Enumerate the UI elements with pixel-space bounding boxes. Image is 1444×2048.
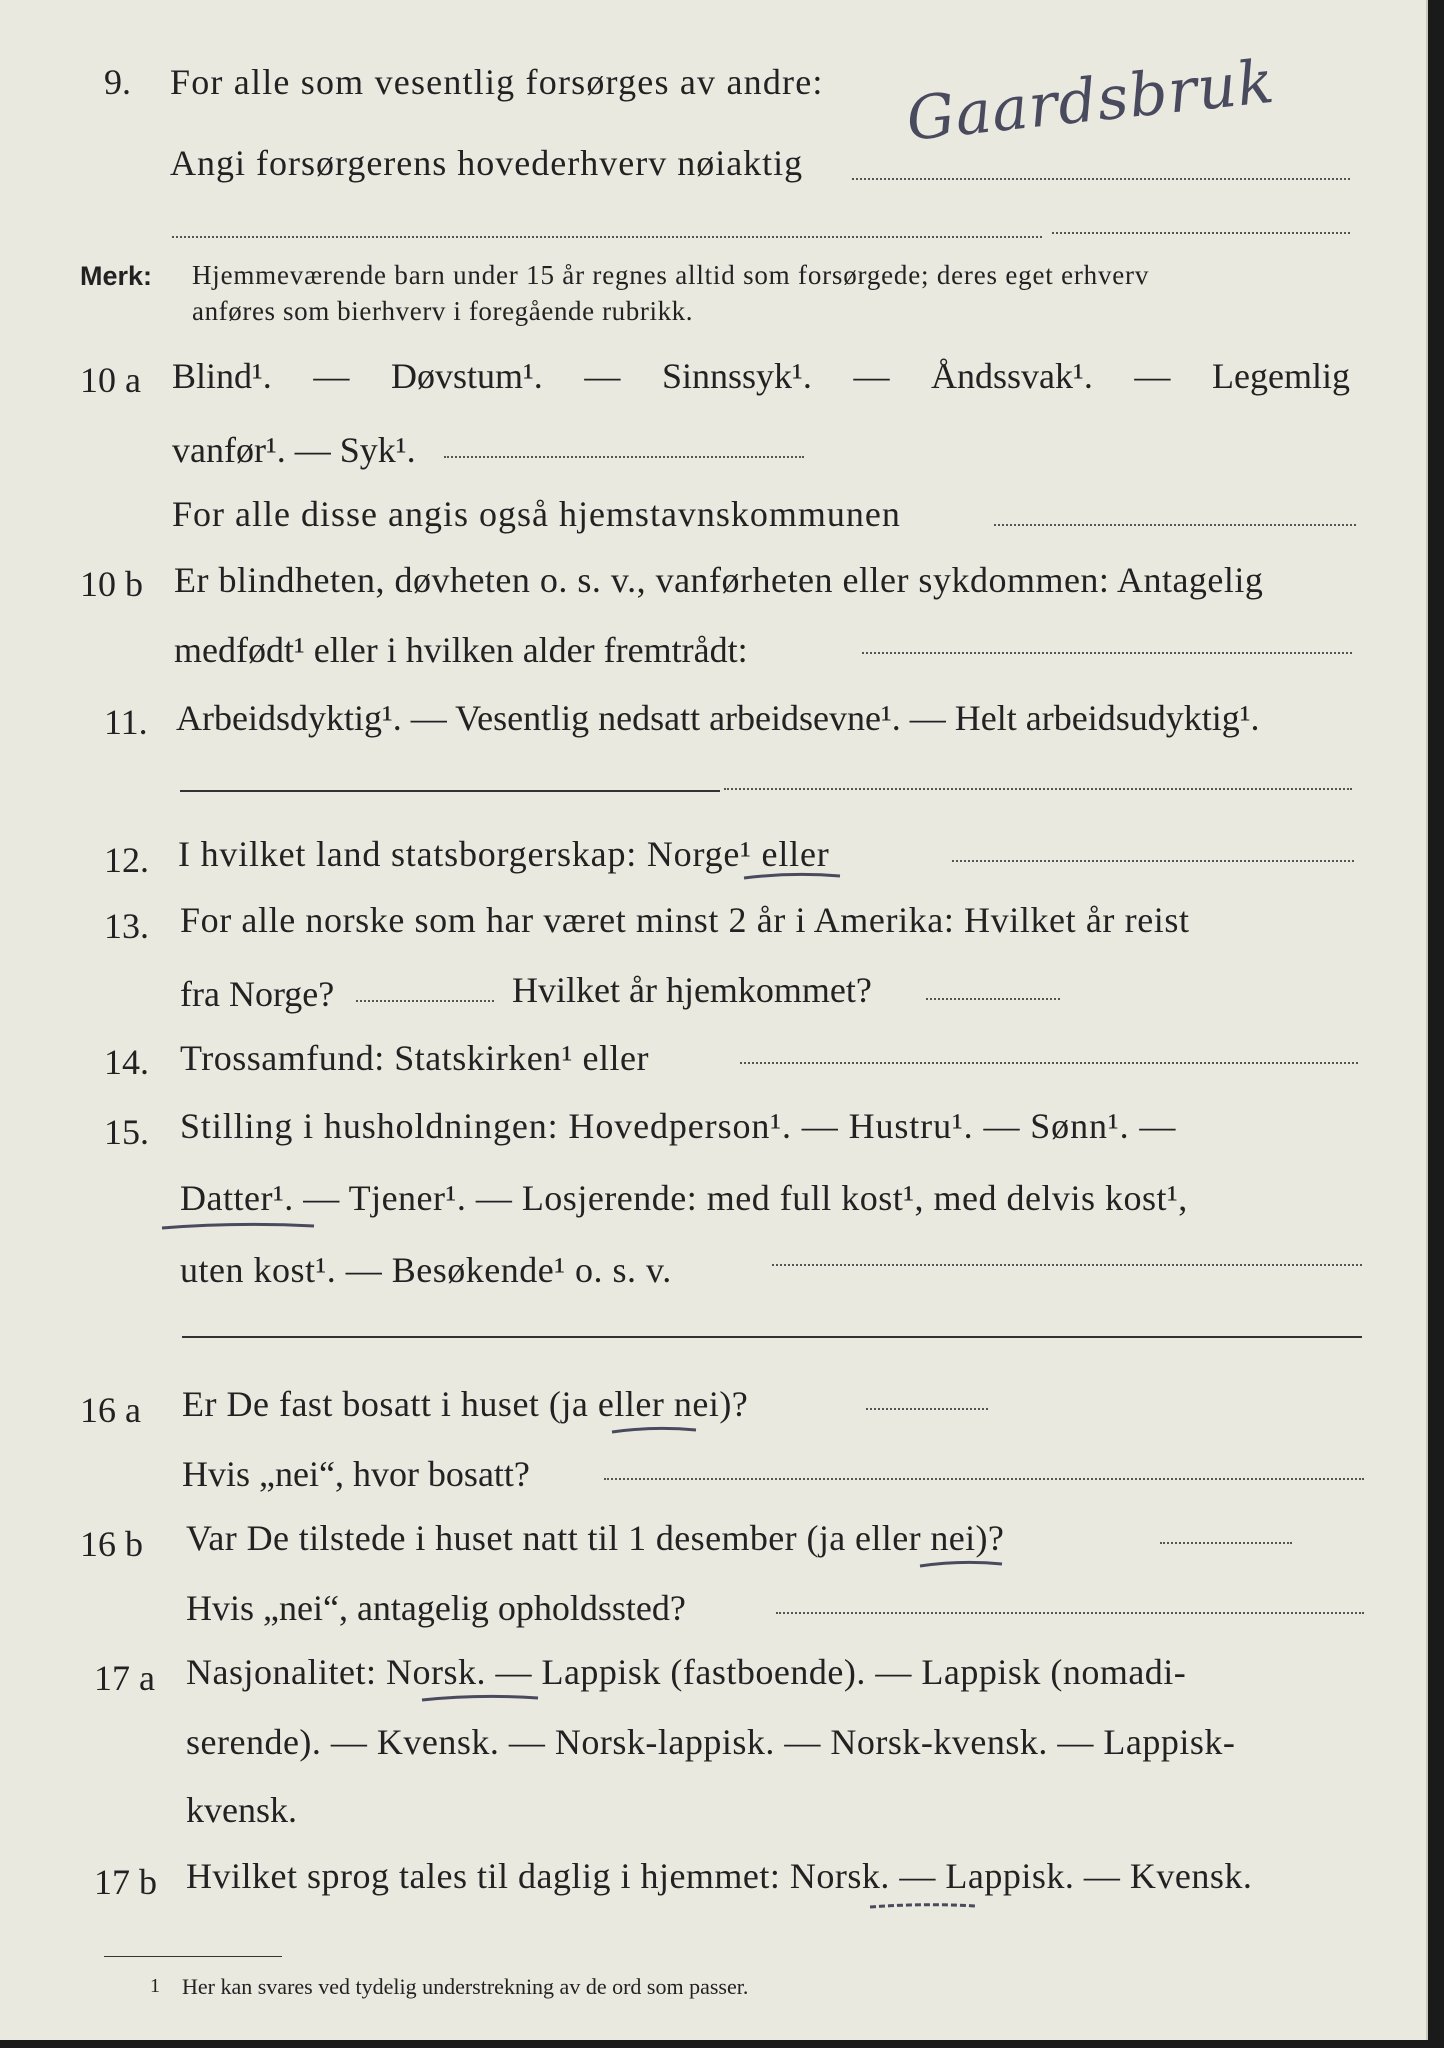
norsk-underline-17a: [420, 1694, 540, 1702]
q10a-item: —: [1134, 356, 1171, 396]
q12-number: 12.: [104, 840, 149, 880]
q16a-line2: Hvis „nei“, hvor bosatt?: [182, 1454, 530, 1494]
footnote-mark: 1: [150, 1975, 160, 1997]
q14-line1: Trossamfund: Statskirken¹ eller: [180, 1038, 649, 1078]
q11-rule-left: [180, 790, 720, 792]
q15-rule: [182, 1336, 1362, 1338]
q14-answer-line: [740, 1062, 1358, 1064]
q10a-item: —: [584, 356, 621, 396]
q16a-bosatt-line: [604, 1478, 1364, 1480]
q10a-item: —: [313, 356, 350, 396]
q12-answer-line: [952, 860, 1354, 862]
q16b-line2: Hvis „nei“, antagelig opholdssted?: [186, 1588, 686, 1628]
q10a-item: Blind¹.: [172, 356, 272, 396]
q10a-hjemstavn-line: [994, 524, 1356, 526]
q10a-line2: vanfør¹. — Syk¹.: [172, 430, 416, 470]
q16a-answer-line: [866, 1408, 988, 1410]
q10a-line3: For alle disse angis også hjemstavnskommunen: [172, 494, 901, 534]
norsk-underline-17b: [868, 1902, 978, 1910]
merk-line1: Hjemmeværende barn under 15 år regnes alltid som forsørgede; deres eget erhverv: [192, 260, 1150, 290]
q17a-number: 17 a: [94, 1658, 155, 1698]
q15-answer-line: [772, 1264, 1362, 1266]
q9-number: 9.: [104, 62, 131, 102]
q17b-line1: Hvilket sprog tales til daglig i hjemmet: Norsk. — Lappisk. — Kvensk.: [186, 1856, 1253, 1896]
q15-line2: Datter¹. — Tjener¹. — Losjerende: med full kost¹, med delvis kost¹,: [180, 1178, 1188, 1218]
ja-underline-16b: [918, 1560, 1004, 1568]
q10a-answer-line: [444, 456, 804, 458]
norge-underline: [742, 872, 842, 880]
q9-extra-line-b: [1052, 232, 1350, 234]
q17a-line2: serende). — Kvensk. — Norsk-lappisk. — Norsk-kvensk. — Lappisk-: [186, 1722, 1236, 1762]
q9-answer-line: [852, 178, 1350, 180]
q16b-answer-line: [1160, 1542, 1292, 1544]
q16a-line1: Er De fast bosatt i huset (ja eller nei)?: [182, 1384, 749, 1424]
q10a-item: Legemlig: [1212, 356, 1350, 396]
q10b-answer-line: [862, 652, 1352, 654]
footnote-text: Her kan svares ved tydelig understrekning av de ord som passer.: [182, 1974, 749, 1999]
datter-underline: [160, 1222, 316, 1230]
q10a-item: —: [853, 356, 890, 396]
q10a-number: 10 a: [80, 360, 141, 400]
footnote-rule: [104, 1956, 282, 1957]
q10b-number: 10 b: [80, 564, 143, 604]
q9-extra-line-a: [172, 236, 1042, 238]
q16b-number: 16 b: [80, 1524, 143, 1564]
q13-line2a: fra Norge?: [180, 974, 335, 1014]
q11-number: 11.: [104, 702, 148, 742]
q12-line1: I hvilket land statsborgerskap: Norge¹ eller: [178, 834, 830, 874]
q11-rule-right: [724, 788, 1352, 790]
q13-number: 13.: [104, 906, 149, 946]
q10a-item: Døvstum¹.: [391, 356, 543, 396]
q9-line1: For alle som vesentlig forsørges av andre:: [170, 62, 824, 102]
q10b-line1: Er blindheten, døvheten o. s. v., vanførheten eller sykdommen: Antagelig: [174, 560, 1264, 600]
q10b-line2: medfødt¹ eller i hvilken alder fremtrådt:: [174, 630, 748, 670]
q17a-line3: kvensk.: [186, 1790, 297, 1830]
q9-handwritten-answer: Gaardsbruk: [903, 46, 1278, 155]
q17b-number: 17 b: [94, 1862, 157, 1902]
merk-line2: anføres som bierhverv i foregående rubrikk.: [192, 296, 694, 326]
q15-line3: uten kost¹. — Besøkende¹ o. s. v.: [180, 1250, 672, 1290]
ja-underline-16a: [610, 1426, 698, 1434]
q13-reist-line: [356, 1000, 494, 1002]
q10a-item: Sinnssyk¹.: [662, 356, 812, 396]
q16a-number: 16 a: [80, 1390, 141, 1430]
q15-number: 15.: [104, 1112, 149, 1152]
q16b-line1: Var De tilstede i huset natt til 1 desember (ja eller nei)?: [186, 1518, 1005, 1558]
q15-line1: Stilling i husholdningen: Hovedperson¹. — Hustru¹. — Sønn¹. —: [180, 1106, 1177, 1146]
q13-hjemkommet-line: [926, 998, 1060, 1000]
q17a-line1: Nasjonalitet: Norsk. — Lappisk (fastboende). — Lappisk (nomadi-: [186, 1652, 1187, 1692]
q10a-item: Åndssvak¹.: [931, 356, 1093, 396]
merk-label: Merk:: [80, 261, 153, 291]
q13-line1: For alle norske som har været minst 2 år i Amerika: Hvilket år reist: [180, 900, 1190, 940]
q14-number: 14.: [104, 1042, 149, 1082]
q16b-opholdssted-line: [776, 1612, 1364, 1614]
q10a-line1: [172, 358, 1350, 394]
q9-line2: Angi forsørgerens hovederhverv nøiaktig: [170, 143, 804, 183]
q13-line2b: Hvilket år hjemkommet?: [512, 970, 872, 1010]
q11-line1: Arbeidsdyktig¹. — Vesentlig nedsatt arbeidsevne¹. — Helt arbeidsudyktig¹.: [176, 698, 1260, 738]
